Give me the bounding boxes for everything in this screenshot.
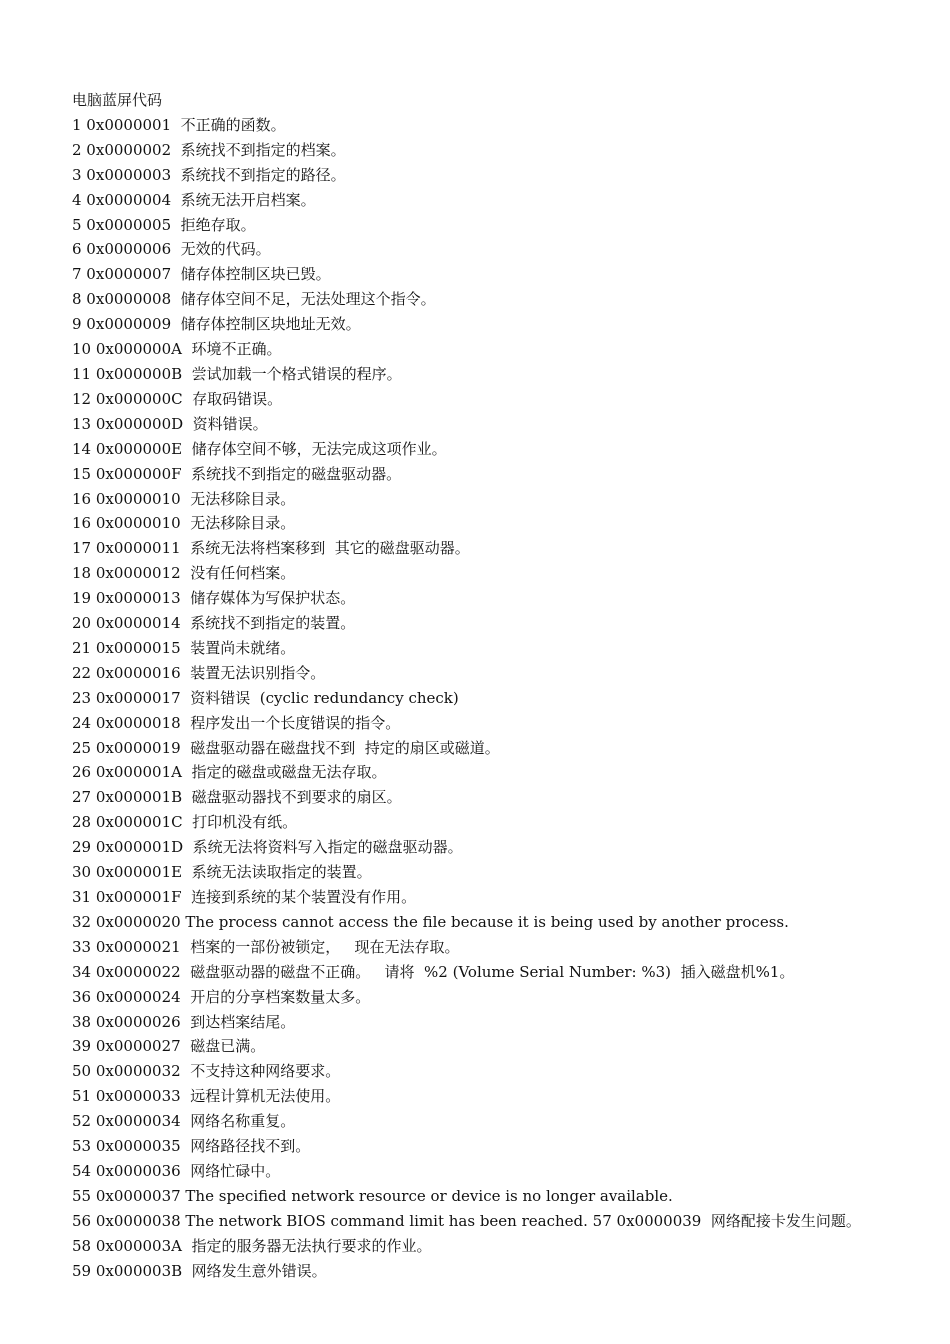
error-code-line: 5 0x0000005 拒绝存取。 bbox=[72, 215, 256, 234]
error-code-line: 55 0x0000037 The specified network resource or device is no longer available. bbox=[72, 1186, 673, 1205]
error-code-line: 34 0x0000022 磁盘驱动器的磁盘不正确。 请将 %2 (Volume Serial Number: %3) 插入磁盘机%1。 bbox=[72, 962, 795, 981]
error-code-line: 13 0x000000D 资料错误。 bbox=[72, 414, 268, 433]
error-code-line: 52 0x0000034 网络名称重复。 bbox=[72, 1112, 296, 1131]
error-code-line: 53 0x0000035 网络路径找不到。 bbox=[72, 1137, 311, 1156]
error-code-line: 50 0x0000032 不支持这种网络要求。 bbox=[72, 1062, 341, 1081]
error-code-line: 17 0x0000011 系统无法将档案移到 其它的磁盘驱动器。 bbox=[72, 539, 470, 558]
error-code-line: 19 0x0000013 储存媒体为写保护状态。 bbox=[72, 589, 356, 608]
error-code-line: 29 0x000001D 系统无法将资料写入指定的磁盘驱动器。 bbox=[72, 838, 463, 857]
error-code-line: 1 0x0000001 不正确的函数。 bbox=[72, 115, 286, 134]
error-code-line: 2 0x0000002 系统找不到指定的档案。 bbox=[72, 140, 346, 159]
error-code-line: 21 0x0000015 装置尚未就绪。 bbox=[72, 638, 296, 657]
error-code-line: 32 0x0000020 The process cannot access the file because it is being used by another process. bbox=[72, 912, 789, 931]
error-code-line: 11 0x000000B 尝试加载一个格式错误的程序。 bbox=[72, 364, 402, 383]
error-code-line: 56 0x0000038 The network BIOS command limit has been reached. 57 0x0000039 网络配接卡发生问题。 bbox=[72, 1211, 861, 1230]
error-code-line: 36 0x0000024 开启的分享档案数量太多。 bbox=[72, 987, 371, 1006]
error-code-line: 16 0x0000010 无法移除目录。 bbox=[72, 489, 296, 508]
error-code-line: 27 0x000001B 磁盘驱动器找不到要求的扇区。 bbox=[72, 788, 402, 807]
error-code-line: 54 0x0000036 网络忙碌中。 bbox=[72, 1161, 281, 1180]
error-code-line: 51 0x0000033 远程计算机无法使用。 bbox=[72, 1087, 341, 1106]
error-code-line: 16 0x0000010 无法移除目录。 bbox=[72, 514, 296, 533]
error-code-line: 58 0x000003A 指定的服务器无法执行要求的作业。 bbox=[72, 1236, 432, 1255]
error-code-line: 25 0x0000019 磁盘驱动器在磁盘找不到 持定的扇区或磁道。 bbox=[72, 738, 500, 757]
error-code-line: 26 0x000001A 指定的磁盘或磁盘无法存取。 bbox=[72, 763, 387, 782]
error-code-line: 22 0x0000016 装置无法识别指令。 bbox=[72, 663, 326, 682]
document-title: 电脑蓝屏代码 bbox=[72, 91, 163, 109]
error-code-line: 6 0x0000006 无效的代码。 bbox=[72, 240, 271, 259]
error-code-list bbox=[72, 113, 922, 1284]
document-body bbox=[72, 88, 922, 1284]
error-code-line: 12 0x000000C 存取码错误。 bbox=[72, 389, 283, 408]
error-code-line: 9 0x0000009 储存体控制区块地址无效。 bbox=[72, 315, 361, 334]
error-code-line: 8 0x0000008 储存体空间不足，无法处理这个指令。 bbox=[72, 290, 436, 309]
error-code-line: 31 0x000001F 连接到系统的某个装置没有作用。 bbox=[72, 888, 417, 906]
error-code-line: 28 0x000001C 打印机没有纸。 bbox=[72, 813, 298, 832]
error-code-line: 7 0x0000007 储存体控制区块已毁。 bbox=[72, 265, 331, 284]
error-code-line: 33 0x0000021 档案的一部份被锁定， 现在无法存取。 bbox=[72, 937, 460, 956]
error-code-line: 20 0x0000014 系统找不到指定的装置。 bbox=[72, 614, 356, 633]
error-code-line: 39 0x0000027 磁盘已满。 bbox=[72, 1037, 266, 1056]
error-code-line: 23 0x0000017 资料错误 (cyclic redundancy check) bbox=[72, 688, 459, 707]
error-code-line: 3 0x0000003 系统找不到指定的路径。 bbox=[72, 165, 346, 184]
error-code-line: 24 0x0000018 程序发出一个长度错误的指令。 bbox=[72, 713, 401, 732]
error-code-line: 30 0x000001E 系统无法读取指定的装置。 bbox=[72, 863, 372, 882]
error-code-line: 14 0x000000E 储存体空间不够，无法完成这项作业。 bbox=[72, 439, 447, 458]
error-code-line: 4 0x0000004 系统无法开启档案。 bbox=[72, 190, 316, 209]
error-code-line: 59 0x000003B 网络发生意外错误。 bbox=[72, 1261, 327, 1280]
error-code-line: 10 0x000000A 环境不正确。 bbox=[72, 340, 282, 359]
error-code-line: 18 0x0000012 没有任何档案。 bbox=[72, 564, 296, 583]
error-code-line: 38 0x0000026 到达档案结尾。 bbox=[72, 1012, 296, 1031]
error-code-line: 15 0x000000F 系统找不到指定的磁盘驱动器。 bbox=[72, 464, 402, 483]
